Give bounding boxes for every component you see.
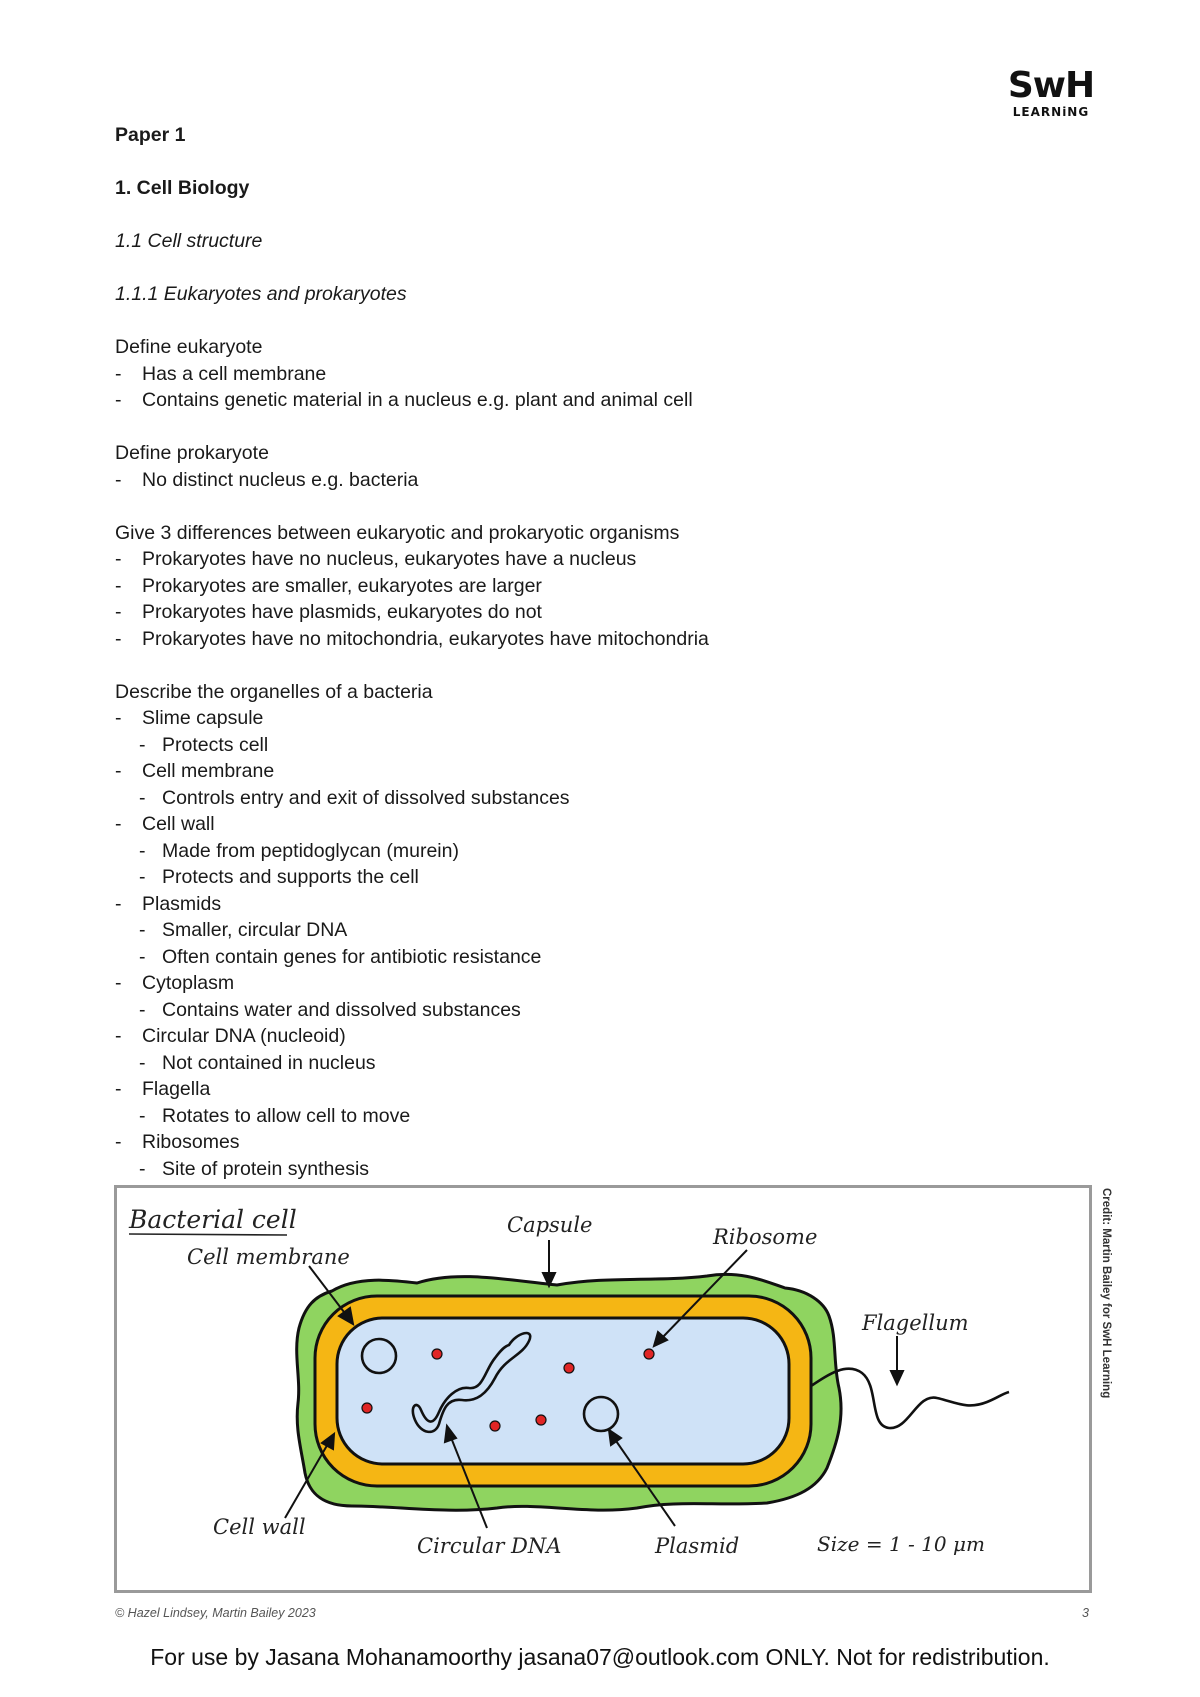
bullet-point [115,626,1095,653]
bullet-dash: - [115,1131,122,1153]
bullet-text: Flagella [142,1078,211,1100]
bullet-point [115,467,1095,494]
sub-bullet-point [115,1103,1095,1130]
paper-heading: Paper 1 [115,124,186,146]
bullet-point [115,1129,1095,1156]
sub-bullet-point [115,1050,1095,1077]
bullet-dash: - [139,733,146,756]
cytoplasm-shape [337,1318,789,1464]
label-flagellum: Flagellum [862,1311,969,1335]
notes-content [115,122,1095,1182]
bullet-dash: - [139,1157,146,1180]
bullet-dash: - [139,1104,146,1127]
label-size: Size = 1 - 10 μm [817,1532,985,1556]
bullet-dash: - [139,786,146,809]
sub-bullet-point [115,997,1095,1024]
bullet-text: Cytoplasm [142,972,235,994]
sub-bullet-text: Contains water and dissolved substances [162,998,521,1021]
question-text: Define prokaryote [115,442,269,464]
bullet-dash: - [115,813,122,835]
sub-bullet-point [115,785,1095,812]
sub-bullet-point [115,864,1095,891]
bullet-dash: - [139,839,146,862]
sub-bullet-text: Controls entry and exit of dissolved substances [162,786,570,809]
bullet-dash: - [115,1078,122,1100]
bullet-text: Has a cell membrane [142,362,327,385]
bullet-text: Prokaryotes have no mitochondria, eukaryotes have mitochondria [142,627,709,650]
sub-bullet-text: Protects cell [162,733,269,756]
bullet-point [115,1076,1095,1103]
bullet-text: Cell wall [142,813,215,835]
subsubtopic-heading: 1.1.1 Eukaryotes and prokaryotes [115,283,407,305]
sub-bullet-point [115,917,1095,944]
bullet-text: Contains genetic material in a nucleus e.g. plant and animal cell [142,389,693,411]
swh-learning-logo [1003,65,1099,122]
ribosome [362,1403,372,1413]
copyright-footer: © Hazel Lindsey, Martin Bailey 2023 [115,1606,316,1620]
diagram-credit [1096,1188,1116,1428]
ribosome [564,1363,574,1373]
sub-bullet-point [115,732,1095,759]
credit-text: Credit: Martin Bailey for SwH Learning [1100,1188,1112,1399]
bullet-point [115,1023,1095,1050]
bullet-dash: - [139,866,146,888]
label-cell-membrane: Cell membrane [187,1245,350,1269]
sub-bullet-text: Smaller, circular DNA [162,919,348,941]
bullet-point [115,599,1095,626]
bullet-dash: - [139,998,146,1021]
bullet-dash: - [115,362,122,385]
ribosome [490,1421,500,1431]
logo-wordmark: SwH [1007,65,1095,106]
bullet-dash: - [115,574,122,597]
question-sections [115,334,1095,1182]
bullet-point [115,546,1095,573]
bullet-text: Prokaryotes are smaller, eukaryotes are larger [142,574,542,597]
sub-bullet-text: Often contain genes for antibiotic resistance [162,945,542,968]
bullet-dash: - [115,760,122,782]
bullet-text: Cell membrane [142,760,275,782]
bullet-point [115,361,1095,388]
diagram-title-underline [129,1234,287,1235]
bullet-dash: - [115,389,122,411]
bullet-point [115,573,1095,600]
question-text: Describe the organelles of a bacteria [115,680,433,703]
topic-heading: 1. Cell Biology [115,177,250,199]
label-plasmid: Plasmid [655,1534,740,1558]
bullet-dash: - [139,945,146,968]
label-cell-wall: Cell wall [213,1515,306,1539]
sub-bullet-text: Rotates to allow cell to move [162,1104,411,1127]
question-text: Give 3 differences between eukaryotic and prokaryotic organisms [115,521,680,544]
bullet-text: Prokaryotes have no nucleus, eukaryotes have a nucleus [142,548,637,570]
bullet-text: Prokaryotes have plasmids, eukaryotes do not [142,601,542,623]
diagram-title: Bacterial cell [129,1205,297,1234]
page-number: 3 [1082,1606,1089,1620]
bullet-text: Slime capsule [142,707,264,729]
label-circular-dna: Circular DNA [417,1534,562,1558]
license-notice: For use by Jasana Mohanamoorthy jasana07@outlook.com ONLY. Not for redistribution. [150,1644,1050,1670]
bullet-dash: - [115,468,122,491]
bullet-point [115,970,1095,997]
sub-bullet-point [115,838,1095,865]
sub-bullet-text: Site of protein synthesis [162,1157,370,1180]
bullet-point [115,811,1095,838]
logo-subtitle: LEARNiNG [1012,105,1090,119]
sub-bullet-point [115,944,1095,971]
bullet-point [115,705,1095,732]
ribosome [536,1415,546,1425]
subtopic-heading: 1.1 Cell structure [115,230,263,252]
bullet-dash: - [115,601,122,623]
bullet-dash: - [115,892,122,915]
bullet-dash: - [115,707,122,729]
bullet-text: No distinct nucleus e.g. bacteria [142,468,419,491]
sub-bullet-text: Protects and supports the cell [162,866,419,888]
sub-bullet-text: Not contained in nucleus [162,1051,376,1074]
label-ribosome: Ribosome [713,1225,818,1249]
bullet-point [115,387,1095,414]
ribosome [644,1349,654,1359]
bullet-dash: - [115,972,122,994]
bullet-point [115,758,1095,785]
ribosome [432,1349,442,1359]
bullet-point [115,891,1095,918]
label-capsule: Capsule [507,1213,593,1237]
bullet-text: Circular DNA (nucleoid) [142,1025,346,1047]
bullet-dash: - [139,919,146,941]
bullet-text: Plasmids [142,892,222,915]
bullet-text: Ribosomes [142,1131,240,1153]
bullet-dash: - [115,1025,122,1047]
bullet-dash: - [115,627,122,650]
bullet-dash: - [115,548,122,570]
sub-bullet-point [115,1156,1095,1183]
bullet-dash: - [139,1051,146,1074]
bacterial-cell-figure [114,1185,1092,1593]
question-text: Define eukaryote [115,336,263,358]
bacterial-cell-diagram [117,1188,1089,1590]
sub-bullet-text: Made from peptidoglycan (murein) [162,839,459,862]
